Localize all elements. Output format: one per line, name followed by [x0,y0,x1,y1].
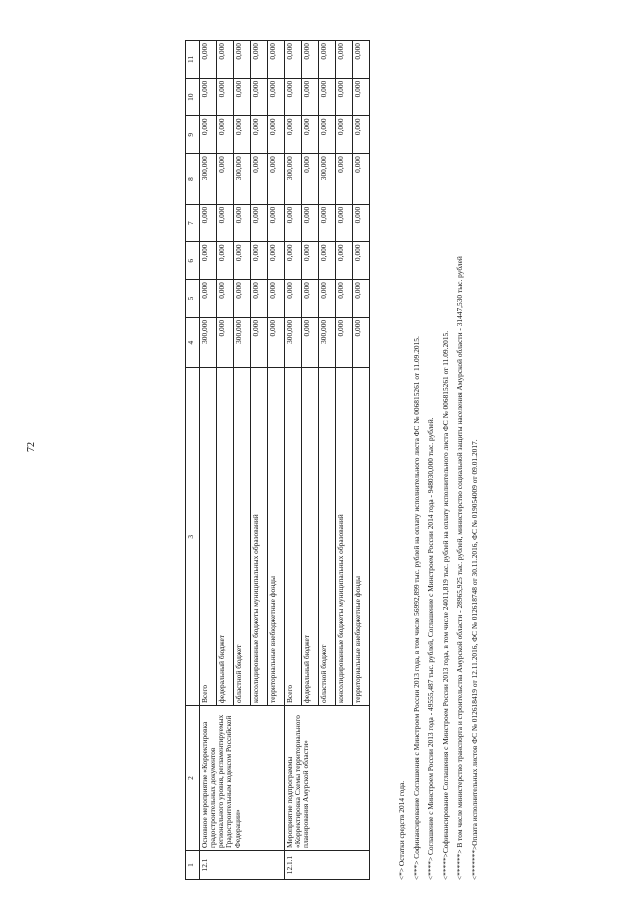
funding-source: консолидированные бюджеты муниципальных образований [251,368,268,706]
value-cell: 0,000 [234,116,251,154]
value-cell: 0,000 [336,116,353,154]
value-cell: 0,000 [251,154,268,205]
value-cell: 0,000 [217,116,234,154]
value-cell: 0,000 [336,154,353,205]
value-cell: 0,000 [302,154,319,205]
row-description: Мероприятие подпрограммы «Корректировка Схемы территориального планирования Амурской области» [285,706,370,851]
value-cell: 0,000 [285,41,302,79]
value-cell: 0,000 [234,41,251,79]
footnote: <*> Остатки средств 2014 года. [397,780,406,880]
footnote: <******> В том числе министерство транспорта и строительства Амурской области - 28965,925 тыс. рублей, министерство социальной защиты населения Амурской области - 31447,530 тыс. рублей [455,256,465,880]
value-cell: 0,000 [285,280,302,318]
value-cell: 300,000 [319,317,336,368]
footnote: <****> Соглашение с Минстроем России 2013 года - 49555,487 тыс. рублей, Соглашение с Минстроем России 2014 года - 948030,000 тыс. рублей. [426,417,436,880]
header-cell: 9 [186,116,200,154]
value-cell: 0,000 [353,280,370,318]
value-cell: 300,000 [285,154,302,205]
funding-source: областной бюджет [319,368,336,706]
header-cell: 8 [186,154,200,205]
value-cell: 0,000 [353,78,370,116]
value-cell: 0,000 [285,116,302,154]
header-cell: 3 [186,368,200,706]
value-cell: 0,000 [268,116,285,154]
funding-source: Всего [200,368,217,706]
value-cell: 0,000 [268,78,285,116]
value-cell: 0,000 [217,317,234,368]
value-cell: 0,000 [353,317,370,368]
header-cell: 5 [186,280,200,318]
header-cell: 7 [186,204,200,242]
value-cell: 0,000 [268,280,285,318]
header-cell: 2 [186,706,200,851]
header-cell: 4 [186,317,200,368]
funding-source: федеральный бюджет [217,368,234,706]
value-cell: 0,000 [353,41,370,79]
value-cell: 0,000 [234,280,251,318]
value-cell: 0,000 [319,242,336,280]
value-cell: 0,000 [200,116,217,154]
value-cell: 0,000 [234,242,251,280]
value-cell: 0,000 [251,204,268,242]
page-number: 72 [26,442,37,452]
value-cell: 0,000 [217,242,234,280]
value-cell: 0,000 [200,41,217,79]
value-cell: 0,000 [336,280,353,318]
value-cell: 300,000 [200,317,217,368]
value-cell: 0,000 [336,317,353,368]
value-cell: 300,000 [234,154,251,205]
header-cell: 6 [186,242,200,280]
footnote: <*******>Оплата исполнительных листов ФС № 012618419 от 12.11.2016, ФС № 012618748 от 30.11.2016, ФС № 019054009 от 09.01.2017. [469,439,479,880]
table-row [200,41,217,880]
footnote: <*****>Софинансирование Соглашения с Минстроем России 2013 года, в том числе 24011,819 тыс. рублей на оплату исполнительного листа ФС № 006815261 от 11.09.2015. [440,330,450,880]
row-code: 12.1.1 [285,851,370,880]
value-cell: 0,000 [200,242,217,280]
header-cell: 10 [186,78,200,116]
value-cell: 0,000 [268,242,285,280]
value-cell: 0,000 [217,204,234,242]
header-cell: 1 [186,851,200,880]
rotated-page-content [185,40,495,880]
table-header-row [186,41,200,880]
value-cell: 0,000 [217,78,234,116]
value-cell: 0,000 [302,116,319,154]
row-code: 12.1 [200,851,285,880]
value-cell: 0,000 [302,280,319,318]
value-cell: 0,000 [268,317,285,368]
value-cell: 0,000 [251,242,268,280]
value-cell: 0,000 [234,204,251,242]
row-description: Основное мероприятие «Корректировка градостроительных документов регионального уровня, регламентируемых Градостроительным кодексом Российской Федерации» [200,706,285,851]
value-cell: 0,000 [302,204,319,242]
budget-table [185,40,370,880]
value-cell: 0,000 [200,78,217,116]
value-cell: 0,000 [217,41,234,79]
value-cell: 0,000 [268,41,285,79]
value-cell: 0,000 [336,78,353,116]
funding-source: территориальные внебюджетные фонды [268,368,285,706]
value-cell: 0,000 [353,204,370,242]
value-cell: 300,000 [319,154,336,205]
value-cell: 0,000 [268,154,285,205]
value-cell: 0,000 [302,317,319,368]
value-cell: 0,000 [251,280,268,318]
value-cell: 300,000 [200,154,217,205]
value-cell: 0,000 [268,204,285,242]
value-cell: 0,000 [336,242,353,280]
value-cell: 0,000 [285,242,302,280]
funding-source: федеральный бюджет [302,368,319,706]
value-cell: 0,000 [285,78,302,116]
funding-source: территориальные внебюджетные фонды [353,368,370,706]
funding-source: Всего [285,368,302,706]
value-cell: 0,000 [336,204,353,242]
table-row [285,41,302,880]
value-cell: 0,000 [251,317,268,368]
value-cell: 0,000 [217,280,234,318]
value-cell: 0,000 [200,204,217,242]
value-cell: 0,000 [353,116,370,154]
value-cell: 0,000 [319,116,336,154]
footnote: <***> Софинансирование Соглашения с Минстроем России 2013 года, в том числе 56992,899 тыс. рублей на оплату исполнительного листа ФС № 006815261 от 11.09.2015. [411,336,421,880]
value-cell: 0,000 [251,116,268,154]
value-cell: 300,000 [234,317,251,368]
value-cell: 0,000 [251,41,268,79]
value-cell: 300,000 [285,317,302,368]
value-cell: 0,000 [319,204,336,242]
funding-source: консолидированные бюджеты муниципальных образований [336,368,353,706]
footnotes [395,40,483,880]
value-cell: 0,000 [217,154,234,205]
value-cell: 0,000 [353,154,370,205]
funding-source: областной бюджет [234,368,251,706]
value-cell: 0,000 [285,204,302,242]
value-cell: 0,000 [302,78,319,116]
header-cell: 11 [186,41,200,79]
value-cell: 0,000 [302,242,319,280]
value-cell: 0,000 [302,41,319,79]
value-cell: 0,000 [200,280,217,318]
value-cell: 0,000 [353,242,370,280]
value-cell: 0,000 [319,280,336,318]
value-cell: 0,000 [319,41,336,79]
value-cell: 0,000 [336,41,353,79]
value-cell: 0,000 [319,78,336,116]
value-cell: 0,000 [251,78,268,116]
value-cell: 0,000 [234,78,251,116]
